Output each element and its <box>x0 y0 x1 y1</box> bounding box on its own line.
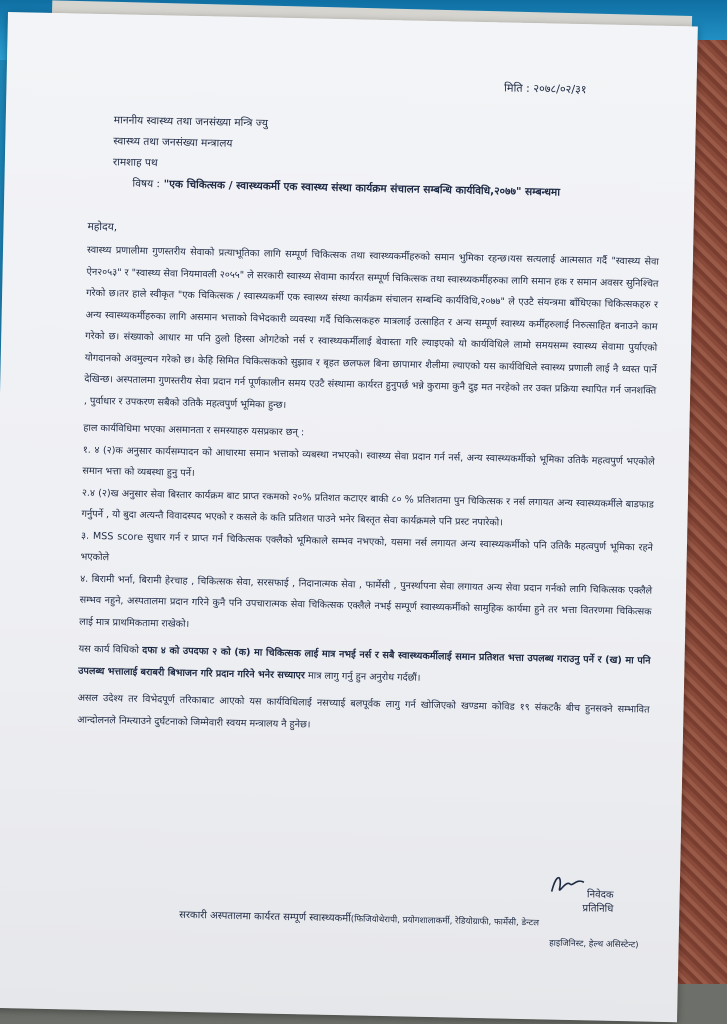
problem-item-2: २.४ (२)ख अनुसार सेवा बिस्तार कार्यक्रम बाट प्राप्त रकमको २०% प्रतिशत कटाएर बाकी ८० % प्रतिशतमा पुन चिकित्सक र नर्स लगायत अन्य स्वास्थ्यकर्मीले बाडफाड गर्नुपर्ने , यो बुदा अत्यन्तै विवादस्पद भएको र कसले के कति प्रतिशत पाउने भनेर बिस्तृत सेवा कार्यक्रमले पनि प्रस्ट नपारेको। <box>81 487 654 529</box>
signer-sub: प्रतिनिधि <box>582 903 614 915</box>
salutation: महोदय, <box>87 220 118 234</box>
sign-off-detail-2: हाइजिनिस्ट, हेल्थ असिस्टेन्ट) <box>549 938 639 951</box>
problem-item-1: १. ४ (२)क अनुसार कार्यसम्पादन को आधारमा समान भत्ताको व्यबस्था नभएको। स्वास्थ्य सेवा प्रदान गर्न नर्स, अन्य स्वास्थ्यकर्मीको भूमिका उतिकै महत्वपुर्ण भएकोले समान भत्ता को व्यबस्था हुनु पर्ने। <box>82 444 655 480</box>
letter-page <box>0 12 698 1022</box>
recipient-address <box>113 110 268 176</box>
recipient-line-2: स्वास्थ्य तथा जनसंख्या मन्त्रालय <box>113 135 233 150</box>
subject-text: "एक चिकित्सक / स्वास्थ्यकर्मी एक स्वास्थ्य संस्था कार्यक्रम संचालन सम्बन्धि कार्यविधि,२०७७" सम्बन्धमा <box>163 178 561 199</box>
request-bold: दफा ४ को उपदफा २ को (क) मा चिकित्सक लाई मात्र नभई नर्स र सबै स्वास्थ्यकर्मीलाई समान प्रतिशत भत्ता उपलब्ध गराउनु पर्ने र (ख) मा पनि उपलब्ध भत्तालाई बराबरी बिभाजन गरि प्रदान गरिने भनेर सच्याएर <box>78 644 651 681</box>
request-tail: मात्र लागु गर्नु हुन अनुरोध गर्दछौं। <box>304 669 421 684</box>
problem-item-4: ४. बिरामी भर्ना, बिरामी हेरचाह , चिकित्सक सेवा, सरसफाई , निदानात्मक सेवा , फार्मेसी , पुनर्स्थापना सेवा लगायत अन्य सेवा प्रदान गर्नको लागि चिकित्सक एक्लैले सम्भव नहुने, अस्पतालमा प्रदान गरिने कुनै पनि उपचारात्मक सेवा चिकित्सक एक्लैले नभई सम्पूर्ण स्वास्थ्यकर्मीको सामुहिक कार्यमा हुने तर भत्ता वितरणमा चिकित्सक लाई मात्र प्राथमिकतामा राखेको। <box>79 573 653 630</box>
sign-off-detail: (फिजियोथेरापी, प्रयोगशालाकर्मी, रेडियोग्राफी, फार्मेसी, डेन्टल <box>350 914 540 929</box>
paragraph-warning: असल उदेश्य तर विभेदपूर्ण तरिकाबाट आएको यस कार्यविधिलाई नसच्याई बलपूर्वक लागु गर्न खोजिएको खण्डमा कोविड १९ संकटकै बीच हुनसक्ने सम्भावित आन्दोलनले निम्त्याउने दुर्घटनाको जिम्मेवारी स्वयम मन्त्रालय नै हुनेछ। <box>77 692 650 730</box>
letter-date: मिति : २०७८/०२/३१ <box>503 81 587 97</box>
paragraph-intro: स्वास्थ्य प्रणालीमा गुणस्तरीय सेवाको प्रत्याभूतिका लागि सम्पूर्ण चिकित्सक तथा स्वास्थ्यकर्मीहरुको समान भुमिका रहन्छ।यस सत्यलाई आत्मसात गर्दै "स्वास्थ्य सेवा ऐन२०५३" र "स्वास्थ्य सेवा नियमावली २०५५" ले सरकारी स्वास्थ्य सेवामा कार्यरत सम्पूर्ण चिकित्सक तथा स्वास्थ्यकर्मीहरुका लागि समान हक र समान अवसर सुनिश्चित गरेको छ।तर हाले स्वीकृत "एक चिकित्सक / स्वास्थ्यकर्मी एक स्वास्थ्य संस्था कार्यक्रम संचालन सम्बन्धि कार्यविधि,२०७७" ले एउटै संयन्त्रमा बाँधिएका चिकित्सकहरु र अन्य स्वास्थ्यकर्मीहरुका लागि असमान भत्ताको विभेदकारी व्यवस्था गर्दै चिकित्सकहरु मात्रलाई उत्साहित र अन्य सम्पूर्ण स्वास्थ्य कर्मीहरुलाई निरुत्साहित बनाउने काम गरेको छ। संख्याको आधार मा पनि ठुलो हिस्सा ओगटेको नर्स र स्वास्थ्यकर्मीलाई बेवास्ता गरि ल्याइएको यो कार्यविधिले लामो समयसम्म स्वास्थ्य सेवामा पुर्याएको योगदानको अवमुल्यन गरेको छ। केहि सिमित चिकित्सकको सुझाव र बृहत छलफल बिना छापामार शैलीमा ल्याएको यस कार्यविधिले स्वास्थ्य प्रणाली लाई नै ध्वस्त पार्ने देखिन्छ। अस्पतालमा गुणस्तरीय सेवा प्रदान गर्न पूर्णकालीन समय एउटै संस्थामा कार्यरत हुनुपर्छ भन्ने कुरामा कुनै दुइ मत नरहेको तर उक्त प्रक्रिया स्थापित गर्न जनशक्ति , पुर्वाधार र उपकरण सबैको उतिकै महत्वपुर्ण भूमिका हुन्छ। <box>83 244 660 411</box>
sign-off <box>178 906 639 956</box>
sign-off-main: सरकारी अस्पतालमा कार्यरत सम्पूर्ण स्वास्थ्यकर्मी <box>179 909 351 925</box>
subject-line <box>132 173 602 205</box>
letter-body <box>77 240 659 749</box>
recipient-line-1: माननीय स्वास्थ्य तथा जनसंख्या मन्त्रि ज्यु <box>113 114 269 130</box>
subject-label: विषय : <box>132 177 161 191</box>
problem-item-3: ३. MSS score सुधार गर्न र प्राप्त गर्न चिकित्सक एक्लैको भूमिकाले सम्भव नभएको, यसमा नर्स लगायत अन्य स्वास्थ्यकर्मीको पनि उतिकै महत्वपुर्ण भूमिका रहने भएकोले <box>80 530 654 564</box>
problems-heading: हाल कार्यविधिमा भएका असमानता र समस्याहरु यसप्रकार छन् : <box>83 422 305 439</box>
paragraph-request <box>78 639 651 694</box>
signer-block <box>582 888 613 917</box>
signer-title: निवेदक <box>586 889 614 901</box>
request-lead: यस कार्य विधिको <box>78 643 143 656</box>
recipient-line-3: रामशाह पथ <box>112 156 158 170</box>
